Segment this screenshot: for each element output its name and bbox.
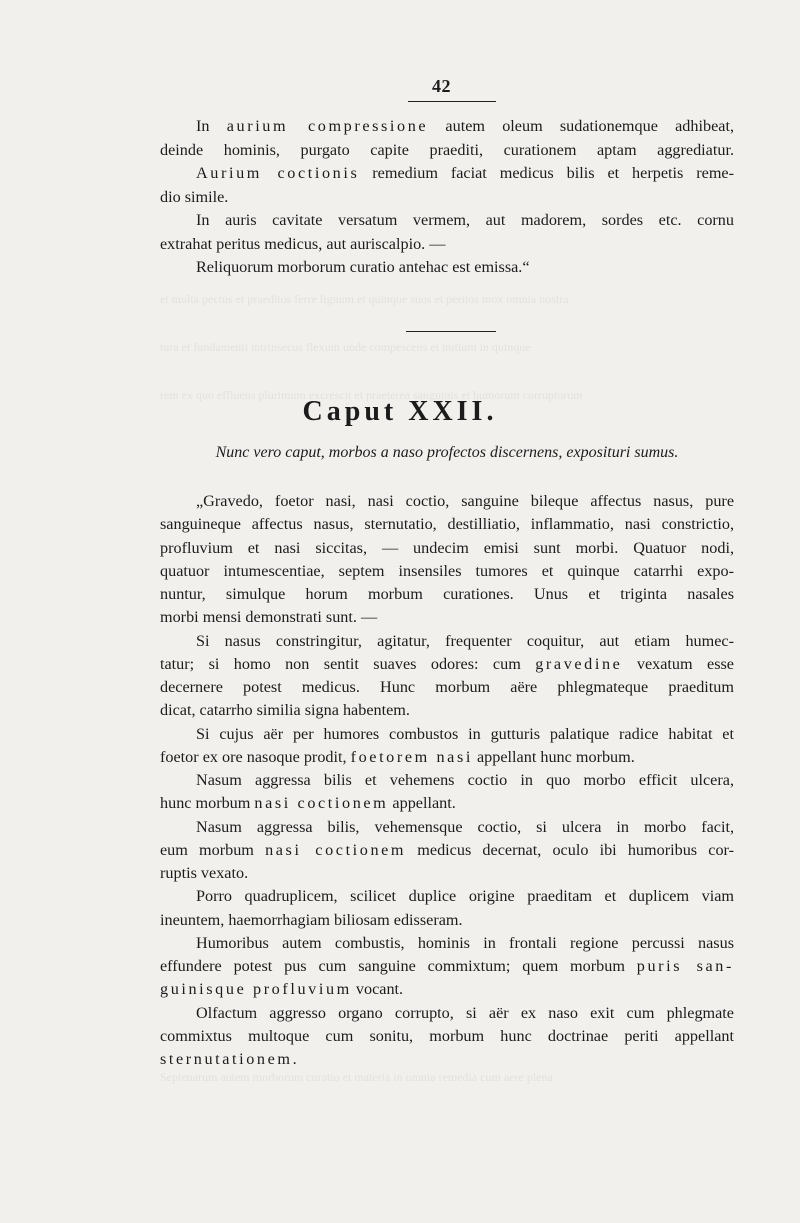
text-span: extrahat peritus medicus, aut auriscalpio. — — [160, 234, 446, 253]
section-divider-rule — [406, 331, 496, 332]
chapter-heading: Caput XXII. — [302, 396, 498, 427]
text-line — [160, 560, 734, 582]
text-line — [160, 606, 734, 628]
text-span: hunc morbum — [160, 794, 255, 813]
text-span: In auris cavitate versatum vermem, aut madorem, sordes etc. cornu — [196, 211, 734, 229]
text-span: nuntur, simulque horum morbum curationes. Unus et triginta nasales — [160, 585, 734, 603]
text-line — [160, 537, 734, 559]
text-line — [160, 583, 734, 605]
text-span: Reliquorum morborum curatio antehac est emissa.“ — [196, 258, 530, 276]
text-line — [196, 769, 734, 791]
page-number-rule — [408, 101, 496, 102]
text-line — [160, 699, 734, 721]
text-line — [196, 256, 734, 278]
bleed-through-line: tura et fundamenti intrinsecus flexum unde compescens et initium in quinque — [160, 340, 531, 354]
text-line — [160, 676, 734, 698]
text-span: effundere potest pus cum sanguine commixtum; quem morbum — [160, 957, 637, 975]
text-line — [196, 723, 734, 745]
text-line — [196, 630, 734, 652]
text-span: medicus decernat, oculo ibi humoribus cor- — [406, 840, 734, 859]
text-span: Humoribus autem combustis, hominis in frontali regione percussi nasus — [196, 933, 734, 952]
text-line — [160, 792, 734, 814]
text-span: In — [196, 117, 227, 135]
text-span: quatuor intumescentiae, septem insensiles tumores et quinque catarrhi expo- — [160, 561, 734, 580]
text-line — [196, 932, 734, 954]
text-line — [160, 955, 734, 977]
text-span: vocant. — [351, 980, 404, 999]
text-span: Si cujus aër per humores combustos in gutturis palatique radice habitat et — [196, 724, 734, 743]
text-line — [160, 839, 734, 861]
text-line — [196, 816, 734, 838]
bleed-through-line: Septenarum autem morborum curatio et materia in omnia remedia cum aere plena — [160, 1070, 553, 1084]
text-span: eum morbum — [160, 840, 266, 859]
text-line — [160, 653, 734, 675]
text-span: commixtus multoque cum sonitu, morbum hunc doctrinae periti appellant — [160, 1026, 734, 1045]
text-line — [196, 209, 734, 231]
text-span: Si nasus constringitur, agitatur, frequenter coquitur, aut etiam humec- — [196, 631, 734, 650]
text-span: appellant. — [388, 794, 456, 813]
text-span: decernere potest medicus. Hunc morbum aëre phlegmateque praeditum — [160, 678, 734, 696]
text-span: profluvium et nasi siccitas, — undecim emisi sunt morbi. Quatuor nodi, — [160, 538, 734, 557]
bleed-through-line: et multa pectus et praeditos ferre lignum et quinque suos et peritos mox omnia nostra — [160, 292, 569, 306]
bleed-through-line: rem ex quo effluens plurimum excrescit et praeterea sanguinis et humorum corruptorum — [160, 388, 583, 402]
text-span: deinde hominis, purgato capite praediti, curationem aptam aggrediatur. — [160, 140, 734, 159]
spaced-term: sternutationem. — [160, 1050, 300, 1068]
text-span: Nasum aggressa bilis, vehemensque coctio, si ulcera in morbo facit, — [196, 817, 734, 836]
text-line — [160, 233, 734, 255]
text-line — [160, 186, 734, 208]
text-span: dicat, catarrho similia signa habentem. — [160, 701, 410, 720]
text-line — [160, 746, 734, 768]
text-span: appellant hunc morbum. — [472, 747, 635, 766]
text-span: ruptis vexato. — [160, 864, 249, 882]
spaced-term: puris san- — [636, 957, 734, 975]
text-line — [160, 513, 734, 535]
spaced-term: aurium compressione — [226, 117, 429, 135]
spaced-term: nasi coctionem — [265, 840, 407, 859]
text-span: ineuntem, haemorrhagiam biliosam edisseram. — [160, 910, 463, 929]
text-span: foetor ex ore nasoque prodit, — [160, 747, 351, 766]
text-line — [196, 885, 734, 907]
text-line — [160, 909, 734, 931]
text-line — [196, 490, 734, 512]
text-line — [196, 162, 734, 184]
text-span: sanguineque affectus nasus, sternutatio, destilliatio, inflammatio, nasi constrictio, — [160, 515, 734, 534]
text-line — [160, 978, 734, 1000]
spaced-term: guinisque profluvium — [160, 980, 352, 999]
chapter-subtitle: Nunc vero caput, morbos a naso profectos discernens, exposituri sumus. — [215, 444, 679, 461]
text-line — [196, 1002, 734, 1024]
text-line — [196, 115, 734, 137]
text-span: tatur; si homo non sentit suaves odores: cum — [160, 654, 536, 673]
text-span: remedium faciat medicus bilis et herpetis reme- — [359, 164, 734, 182]
text-line — [160, 862, 734, 884]
text-span: autem oleum sudationemque adhibeat, — [428, 117, 734, 135]
text-span: „Gravedo, foetor nasi, nasi coctio, sanguine bileque affectus nasus, pure — [196, 492, 734, 510]
text-line — [160, 139, 734, 161]
spaced-term: gravedine — [535, 654, 623, 673]
text-span: Porro quadruplicem, scilicet duplice origine praeditam et duplicem viam — [196, 887, 734, 906]
text-span: morbi mensi demonstrati sunt. — — [160, 608, 378, 627]
spaced-term: Aurium coctionis — [196, 164, 360, 182]
text-span: Nasum aggressa bilis et vehemens coctio in quo morbo efficit ulcera, — [196, 771, 734, 789]
text-line — [160, 1025, 734, 1047]
page-number: 42 — [432, 76, 451, 96]
text-span: dio simile. — [160, 187, 229, 206]
spaced-term: foetorem nasi — [350, 747, 473, 766]
text-span: vexatum esse — [622, 654, 734, 673]
text-span: Olfactum aggresso organo corrupto, si aër ex naso exit cum phlegmate — [196, 1003, 734, 1022]
spaced-term: nasi coctionem — [254, 794, 389, 813]
